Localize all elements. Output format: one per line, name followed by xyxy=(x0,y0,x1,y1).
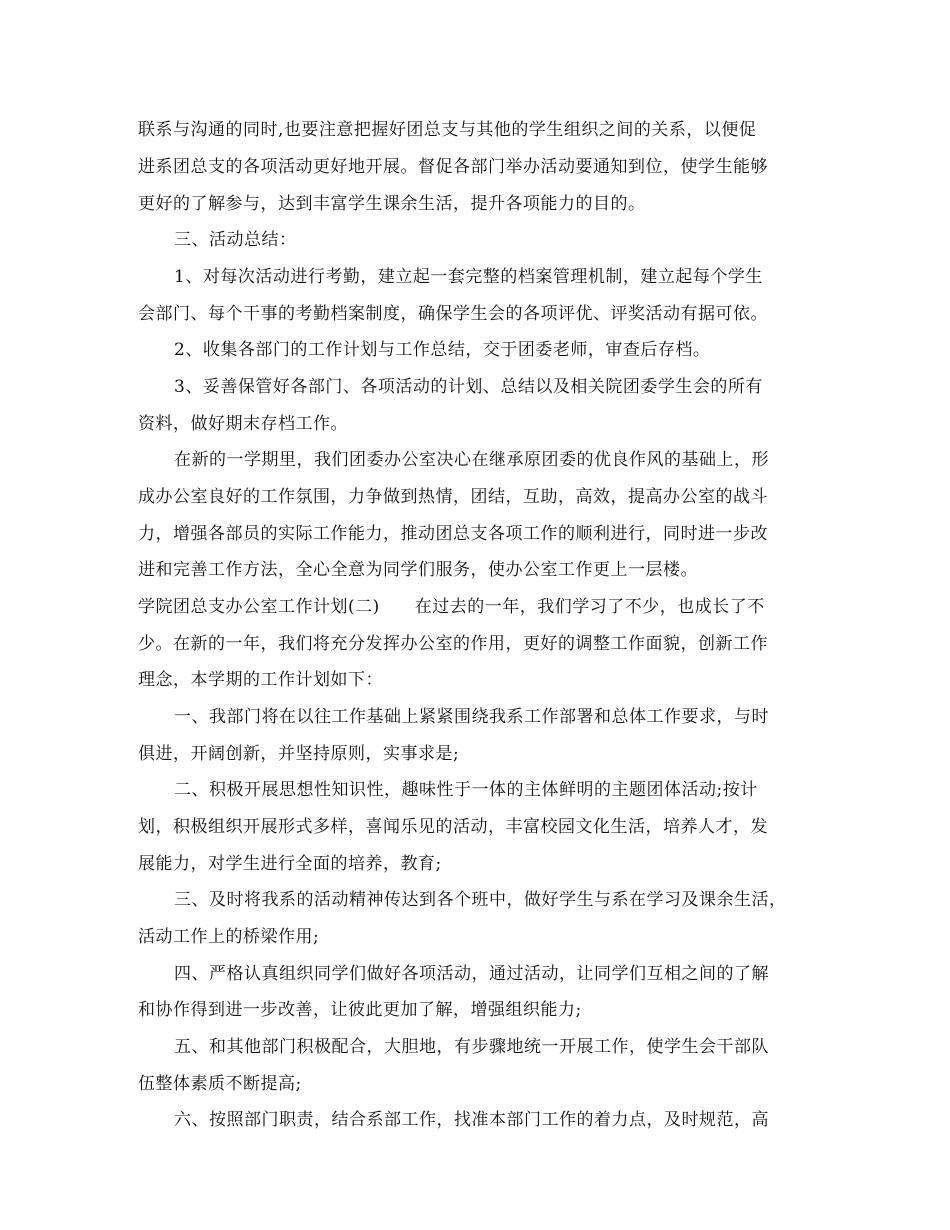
text-line: 联系与沟通的同时,也要注意把握好团总支与其他的学生组织之间的关系，以便促 xyxy=(138,120,757,140)
text-line: 划，积极组织开展形式多样，喜闻乐见的活动，丰富校园文化生活，培养人才，发 xyxy=(138,817,768,837)
text-line: 六、按照部门职责，结合系部工作，找准本部门工作的着力点，及时规范，高 xyxy=(174,1110,769,1130)
section-heading: 三、活动总结： xyxy=(174,230,297,250)
text-line: 伍整体素质不断提高; xyxy=(138,1074,302,1094)
text-line: 和协作得到进一步改善，让彼此更加了解，增强组织能力; xyxy=(138,1000,582,1020)
text-line: 理念，本学期的工作计划如下： xyxy=(138,670,383,690)
text-line: 成办公室良好的工作氛围，力争做到热情，团结，互助，高效，提高办公室的战斗 xyxy=(138,487,768,507)
text-line: 进系团总支的各项活动更好地开展。督促各部门举办活动要通知到位，使学生能够 xyxy=(138,157,768,177)
text-line: 一、我部门将在以往工作基础上紧紧围绕我系工作部署和总体工作要求，与时 xyxy=(174,707,769,727)
document-title-line: 学院团总支办公室工作计划(二) 在过去的一年，我们学习了不少，也成长了不 xyxy=(138,597,765,617)
text-line: 少。在新的一年，我们将充分发挥办公室的作用，更好的调整工作面貌，创新工作 xyxy=(138,634,768,654)
text-line: 四、严格认真组织同学们做好各项活动，通过活动，让同学们互相之间的了解 xyxy=(174,964,769,984)
text-line: 2、收集各部门的工作计划与工作总结，交于团委老师，审查后存档。 xyxy=(174,340,711,360)
text-line: 俱进，开阔创新，并坚持原则，实事求是; xyxy=(138,744,460,764)
text-line: 三、及时将我系的活动精神传达到各个班中，做好学生与系在学习及课余生活， xyxy=(174,890,787,910)
text-line: 五、和其他部门积极配合，大胆地，有步骤地统一开展工作，使学生会干部队 xyxy=(174,1037,769,1057)
text-line: 在新的一学期里，我们团委办公室决心在继承原团委的优良作风的基础上，形 xyxy=(174,450,769,470)
text-line: 展能力，对学生进行全面的培养，教育; xyxy=(138,854,442,874)
text-line: 力，增强各部员的实际工作能力，推动团总支各项工作的顺利进行，同时进一步改 xyxy=(138,524,768,544)
text-line: 1、对每次活动进行考勤，建立起一套完整的档案管理机制，建立起每个学生 xyxy=(174,267,763,287)
text-line: 活动工作上的桥梁作用; xyxy=(138,927,320,947)
text-line: 进和完善工作方法，全心全意为同学们服务，使办公室工作更上一层楼。 xyxy=(138,560,698,580)
text-line: 会部门、每个干事的考勤档案制度，确保学生会的各项评优、评奖活动有据可依。 xyxy=(138,304,768,324)
text-line: 资料，做好期末存档工作。 xyxy=(138,414,348,434)
text-line: 更好的了解参与，达到丰富学生课余生活，提升各项能力的目的。 xyxy=(138,194,646,214)
text-line: 3、妥善保管好各部门、各项活动的计划、总结以及相关院团委学生会的所有 xyxy=(174,377,763,397)
text-line: 二、积极开展思想性知识性，趣味性于一体的主体鲜明的主题团体活动;按计 xyxy=(174,780,758,800)
